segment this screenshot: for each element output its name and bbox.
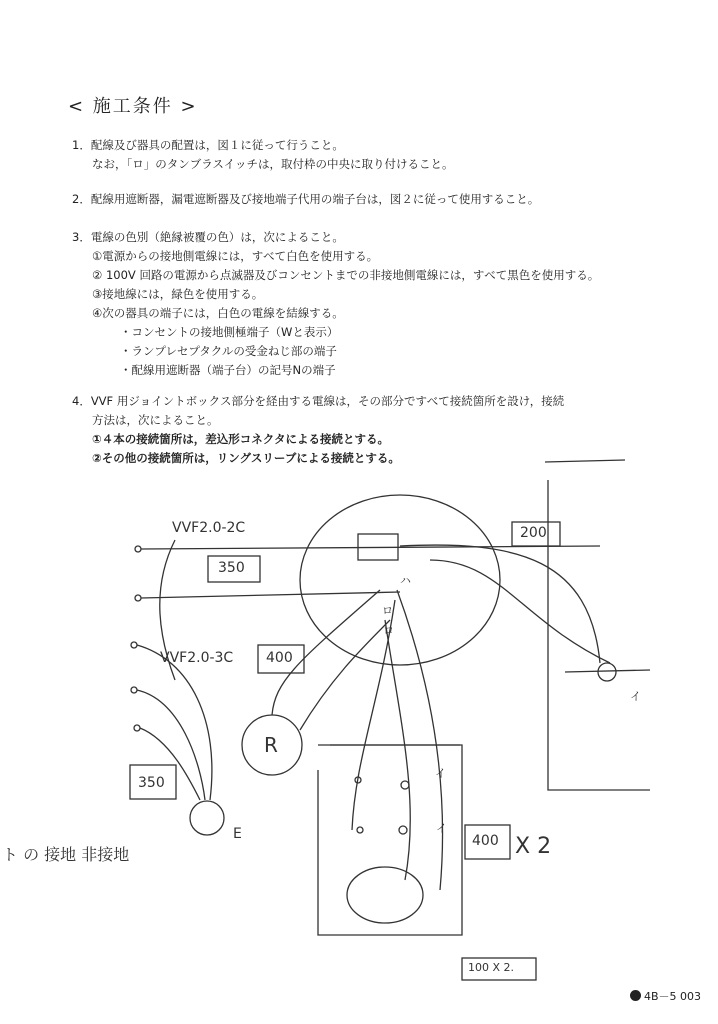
label-400a: 400 [266, 650, 293, 666]
receptacle-base [565, 670, 650, 672]
wire-lamp-2 [300, 620, 390, 730]
fixture-top [545, 460, 625, 462]
condition-4-line2: 方法は，次によること。 [92, 413, 219, 427]
wire-to-receptacle-2 [430, 560, 610, 663]
condition-3-item1: ①電源からの接地側電線には，すべて白色を使用する。 [92, 249, 379, 263]
margin-note: ト の 接地 非接地 [2, 845, 130, 864]
condition-1-line2: なお，「ロ」のタンブラスイッチは，取付枠の中央に取り付けること。 [92, 157, 454, 171]
label-x2: X 2 [515, 834, 552, 859]
switch-screw-4 [399, 826, 407, 834]
condition-3-sub2: ・ランプレセプタクルの受金ねじ部の端子 [120, 344, 337, 358]
wire-switch-3 [385, 620, 410, 880]
condition-3-item4: ④次の器具の端子には，白色の電線を結線する。 [92, 306, 344, 320]
footer-dot-icon [630, 990, 641, 1001]
terminal-3c-2 [131, 687, 137, 693]
wire-to-receptacle [400, 545, 600, 663]
label-r: R [264, 733, 278, 757]
label-ro2: ロ [382, 604, 393, 617]
label-e: E [233, 826, 242, 842]
condition-2-line1: 2．配線用遮断器，漏電遮断器及び接地端子代用の端子台は，図２に従って使用すること。 [72, 192, 540, 206]
label-350b: 350 [138, 775, 165, 791]
label-i3: イ [436, 822, 447, 835]
footer-code: 4B－5 003 [644, 990, 702, 1003]
label-vvf-2c: VVF2.0-2C [172, 520, 246, 536]
switch-screw-3 [357, 827, 363, 833]
label-i2: イ [435, 767, 446, 780]
terminal-3c-3 [134, 725, 140, 731]
label-vvf-3c: VVF2.0-3C [160, 650, 234, 666]
condition-3-sub1: ・コンセントの接地側極端子（Wと表示） [120, 325, 339, 339]
condition-1-line1: 1．配線及び器具の配置は，図１に従って行うこと。 [72, 138, 344, 152]
wire-2c-bottom [141, 592, 400, 598]
terminal-2c-bottom [135, 595, 141, 601]
condition-4-item2: ②その他の接続箇所は，リングスリーブによる接続とする。 [92, 451, 400, 465]
page-title: < 施工条件 > [68, 96, 198, 117]
receptacle [598, 663, 616, 681]
terminal-3c-1 [131, 642, 137, 648]
condition-4-line1: 4．VVF 用ジョイントボックス部分を経由する電線は，その部分ですべて接続箇所を設け，接続 [72, 394, 565, 408]
condition-3-item2: ② 100V 回路の電源から点滅器及びコンセントまでの非接地側電線には，すべて黒色を使用する。 [92, 268, 600, 282]
terminal-2c-top [135, 546, 141, 552]
page-footer [630, 988, 701, 1004]
outlet-bottom [347, 867, 423, 923]
label-400b: 400 [472, 833, 499, 849]
label-200: 200 [520, 525, 547, 541]
label-ro1: ロ [383, 624, 394, 637]
condition-3-sub3: ・配線用遮断器（端子台）の記号Nの端子 [120, 363, 336, 377]
label-i1: イ [630, 690, 641, 703]
condition-3-line1: 3．電線の色別（絶縁被覆の色）は，次によること。 [72, 230, 344, 244]
label-100x2: 100 X 2. [468, 961, 515, 974]
label-350a: 350 [218, 560, 245, 576]
switch-screw-2 [401, 781, 409, 789]
condition-3-item3: ③接地線には，緑色を使用する。 [92, 287, 264, 301]
outlet-e [190, 801, 224, 835]
label-ha: ハ [400, 574, 411, 587]
condition-4-item1: ①４本の接続箇所は，差込形コネクタによる接続とする。 [92, 432, 390, 446]
